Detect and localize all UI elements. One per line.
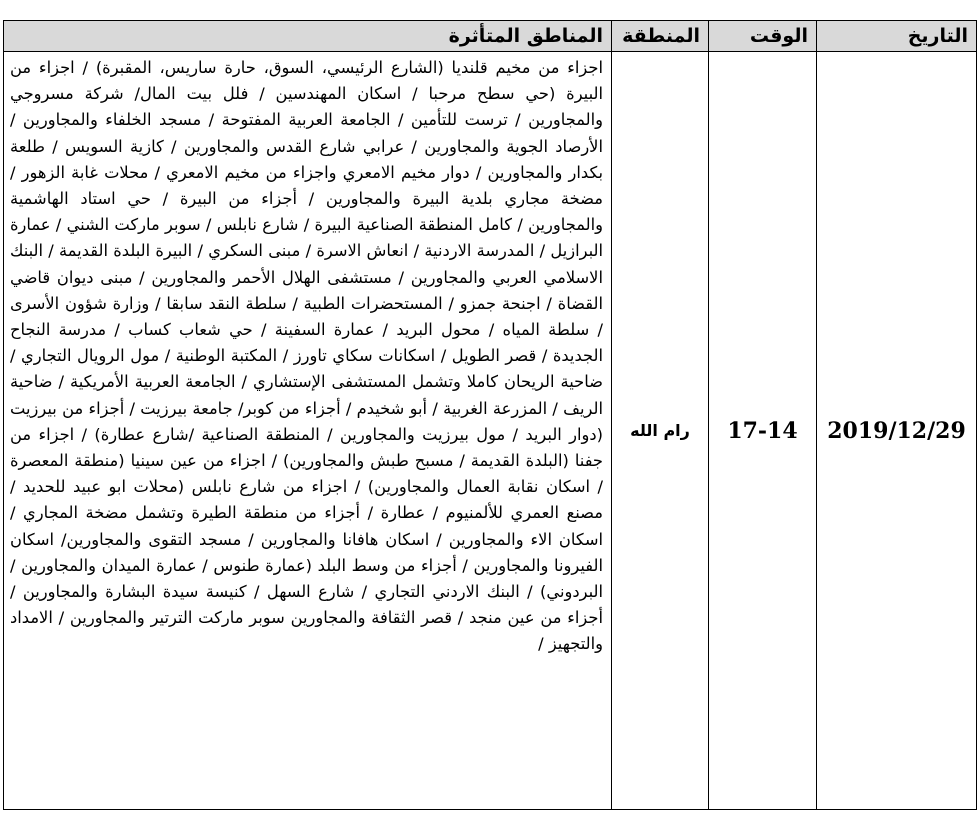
affected-areas-text: اجزاء من مخيم قلنديا (الشارع الرئيسي، السوق، حارة ساريس، المقبرة) / اجزاء من البيرة (حي سطح مرحبا / اسكان المهندسين / فلل بيت المال/ شركة مسروجي والمجاورين / ترست للتأمين / الجامعة العربية المفتوحة / مسجد الخلفاء والمجاورين / الأرصاد الجوية والمجاورين / عرابي شارع القدس والمجاورين / كازية السويس / طلعة بكدار والمجاورين / دوار مخيم الامعري واجزاء من مخيم الامعري / محلات غابة الزهور / مضخة مجاري بلدية البيرة والمجاورين / أجزاء من البيرة / حي استاد الهاشمية والمجاورين / كامل المنطقة الصناعية البيرة / شارع نابلس / سوبر ماركت الشني / عمارة البرازيل / المدرسة الاردنية / انعاش الاسرة / مبنى السكري / البيرة البلدة القديمة / البنك الاسلامي العربي والمجاورين / مستشفى الهلال الأحمر والمجاورين / مبنى ديوان قاضي القضاة / اجنحة جمزو / المستحضرات الطبية / سلطة النقد سابقا / وزارة شؤون الأسرى / سلطة المياه / محول البريد / عمارة السفينة / حي شعاب كساب / مدرسة النجاح الجديدة / قصر الطويل / اسكانات سكاي تاورز / المكتبة الوطنية / مول الرويال التجاري / ضاحية الريحان كاملا وتشمل المستشفى الإستشاري / الجامعة العربية الأمريكية / ضاحية الريف / المزرعة الغربية / أبو شخيدم / أجزاء من كوبر/ جامعة بيرزيت / أجزاء من بيرزيت (دوار البريد / مول بيرزيت والمجاورين / المنطقة الصناعية /شارع عطارة) / اجزاء من جفنا (البلدة القديمة / مسبح طبش والمجاورين) / اجزاء من عين سينيا (منطقة المعصرة / اسكان نقابة العمال والمجاورين) / اجزاء من شارع نابلس (محلات ابو عبيد للحديد / مصنع العمري للألمنيوم / عطارة / أجزاء من منطقة الطيرة وتشمل مضخة المجاري / اسكان الاء والمجاورين / اسكان هافانا والمجاورين / مسجد التقوى والمجاورين/ اسكان الفيرونا والمجاورين / أجزاء من وسط البلد (عمارة طنوس / عمارة الميدان والمجاورين / البردوني) / البنك الاردني التجاري / شارع السهل / كنيسة سيدة البشارة والمجاورين / أجزاء من عين منجد / قصر الثقافة والمجاورين سوبر ماركت الترتير والمجاورين / الامداد والتجهيز /	[10, 58, 603, 654]
header-affected-areas: المناطق المتأثرة	[448, 25, 603, 47]
table-row	[4, 52, 976, 809]
region-value: رام الله	[630, 421, 690, 440]
header-region: المنطقة	[611, 21, 708, 51]
date-cell	[816, 52, 976, 809]
time-value: 17-14	[727, 417, 798, 444]
time-cell	[708, 52, 816, 809]
date-value: 2019/12/29	[827, 417, 966, 444]
header-time: الوقت	[708, 21, 816, 51]
header-date: التاريخ	[816, 21, 976, 51]
affected-areas-cell	[4, 52, 611, 809]
region-cell	[611, 52, 708, 809]
outage-table	[3, 20, 977, 810]
table-header-row	[4, 21, 976, 52]
